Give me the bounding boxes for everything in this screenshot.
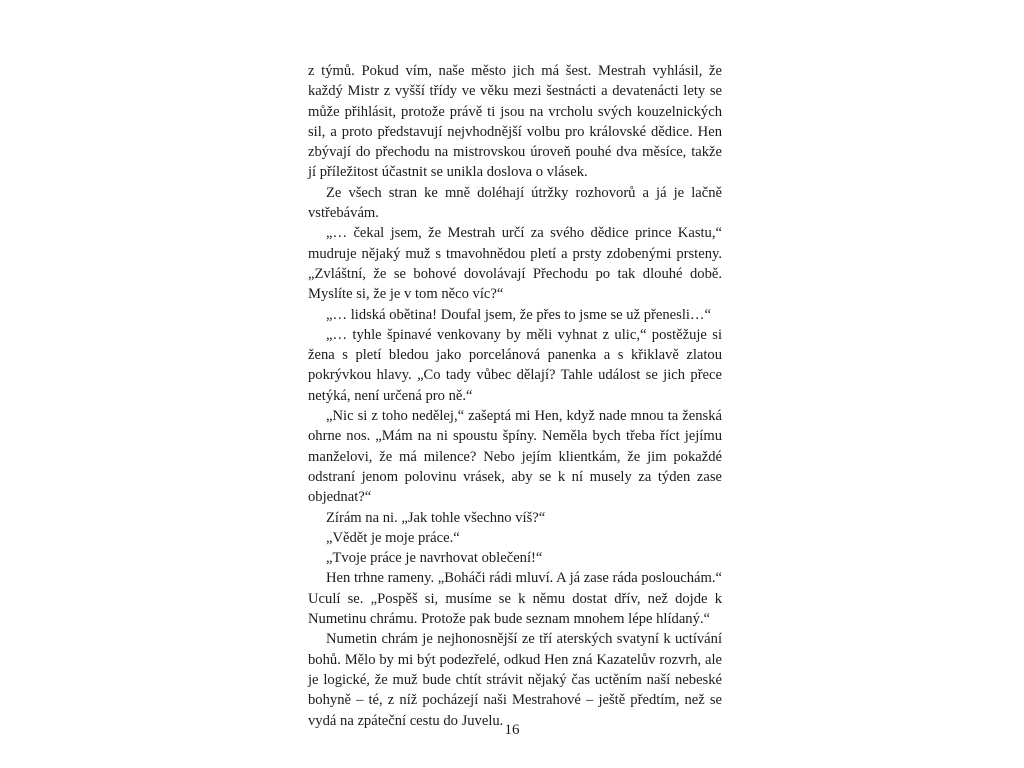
paragraph: Zírám na ni. „Jak tohle všechno víš?“ <box>326 509 546 526</box>
paragraph: Hen trhne rameny. „Boháči rádi mluví. A já zase ráda poslouchám.“ Uculí se. „Pospěš si, musíme se k němu dostat dřív, než dojde k Numetinu chrámu. Protože pak bude seznam mnohem lépe hlídaný.“ <box>308 570 722 628</box>
body-text <box>308 61 722 731</box>
paragraph: „… čekal jsem, že Mestrah určí za svého dědice prince Kastu,“ mudruje nějaký muž s tmavohnědou pletí a prsty zdobenými prsteny. „Zvláštní, že se bohové dovolávají Přechodu po tak dlouhé době. Myslíte si, že je v tom něco víc?“ <box>308 225 722 303</box>
paragraph: „… lidská obětina! Doufal jsem, že přes to jsme se už přenesli…“ <box>326 306 711 323</box>
paragraph: „Vědět je moje práce.“ <box>326 529 460 546</box>
paragraph: „Nic si z toho nedělej,“ zašeptá mi Hen, když nade mnou ta ženská ohrne nos. „Mám na ni spoustu špíny. Neměla bych třeba říct jejímu manželovi, že má milence? Nebo jejím klientkám, že jim pokaždé odstraní jenom polovinu vrásek, aby se k ní musely za týden zase objednat?“ <box>308 408 722 506</box>
paragraph: z týmů. Pokud vím, naše město jich má šest. Mestrah vyhlásil, že každý Mistr z vyšší třídy ve věku mezi šestnácti a devatenácti lety se může přihlásit, protože právě ti jsou na vrcholu svých kouzelnických sil, a proto představují nejvhodnější volbu pro královské dědice. Hen zbývají do přechodu na mistrovskou úroveň pouhé dva měsíce, takže jí příležitost účastnit se unikla doslova o vlásek. <box>308 63 722 181</box>
paragraph: „… tyhle špinavé venkovany by měli vyhnat z ulic,“ postěžuje si žena s pletí bledou jako porcelánová panenka a s křiklavě zlatou pokrývkou hlavy. „Co tady vůbec dělají? Tahle událost se jich přece netýká, není určená pro ně.“ <box>308 326 722 404</box>
paragraph: „Tvoje práce je navrhovat oblečení!“ <box>326 550 543 567</box>
paragraph: Numetin chrám je nejhonosnější ze tří aterských svatyní k uctívání bohů. Mělo by mi být podezřelé, odkud Hen zná Kazatelův rozvrh, ale je logické, že muž bude chtít strávit nějaký čas uctěním naší nebeské bohyně – té, z níž pocházejí naši Mestrahové – ještě předtím, než se vydá na zpáteční cestu do Juvelu. <box>308 631 722 729</box>
page-number: 16 <box>504 722 520 738</box>
paragraph: Ze všech stran ke mně doléhají útržky rozhovorů a já je lačně vstřebávám. <box>308 184 722 222</box>
